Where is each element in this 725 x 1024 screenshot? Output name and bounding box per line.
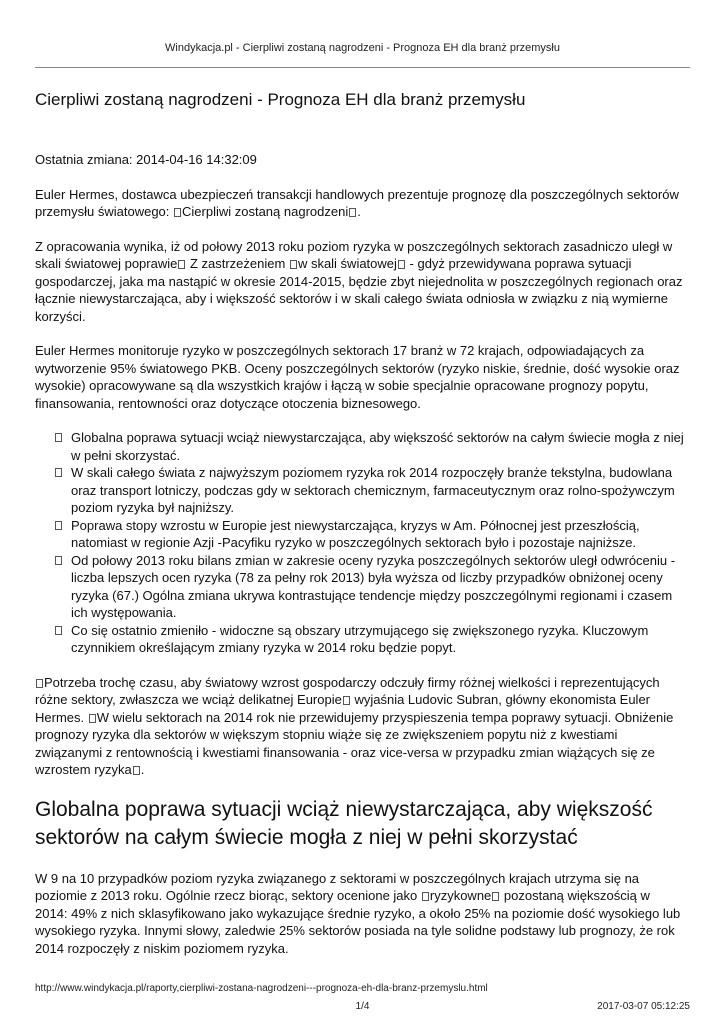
missing-glyph-icon [343,696,350,705]
list-item-text: W skali całego świata z najwyższym poziomem ryzyka rok 2014 rozpoczęły branże tekstylna, budowlana oraz transport lotniczy, podczas gdy w sektorach chemicznym, farmaceutycznym oraz rolno-spożywczym poziom ryzyka był najniższy. [71,465,675,515]
section-heading: Globalna poprawa sytuacji wciąż niewystarczająca, aby większość sektorów na całym świecie mogła z niej w pełni skorzystać [35,797,653,849]
list-item-text: Od połowy 2013 roku bilans zmian w zakresie oceny ryzyka poszczególnych sektorów uległ odwróceniu - liczba lepszych ocen ryzyka (78 za pełny rok 2013) była wyższa od liczby przypadków obniżonej oceny ryzyka (67.) Ogólna zmiana ukrywa kontrastujące tendencje między poszczególnymi regionami i czasem ich występowania. [71,552,676,620]
document-title: Cierpliwi zostaną nagrodzeni - Prognoza EH dla branż przemysłu [35,90,526,109]
para-4-text-a: Potrzeba trochę czasu, aby światowy wzrost gospodarczy odczuły firmy różnej wielkości i reprezentujących różne sektory, zwłaszcza we wciąż delikatnej Europie [35,674,660,707]
bullet-box-icon [55,556,62,565]
missing-glyph-icon [422,892,429,901]
intro-text: Euler Hermes, dostawca ubezpieczeń transakcji handlowych prezentuje prognozę dla poszczególnych sektorów przemysłu światowego: [35,186,679,219]
missing-glyph-icon [133,766,140,775]
paragraph-risk-levels [35,870,685,958]
para-4-text-d: . [140,762,145,777]
missing-glyph-icon [36,679,43,688]
page-number: 1/4 [355,1001,370,1012]
list-item [35,464,685,517]
intro-end: . [357,204,361,219]
print-timestamp: 2017-03-07 05:12:25 [597,1001,690,1012]
list-item [35,517,685,552]
header-divider [35,67,690,68]
missing-glyph-icon [349,208,356,217]
document-body [35,88,685,974]
para-2-text-c: w skali światowej [297,256,397,271]
para-5-text-a: W 9 na 10 przypadków poziom ryzyka związanego z sektorami w poszczególnych krajach utrzyma się na poziomie z 2013 roku. Ogólnie rzecz biorąc, sektory ocenione jako [35,870,640,903]
para-2-text-a: Z opracowania wynika, iż od połowy 2013 roku poziom ryzyka w poszczególnych sektorach zasadniczo uległ w skali światowej poprawie [35,238,673,271]
page-header-title: Windykacja.pl - Cierpliwi zostaną nagrodzeni - Prognoza EH dla branż przemysłu [165,42,560,54]
list-item [35,622,685,657]
missing-glyph-icon [178,260,185,269]
last-modified: Ostatnia zmiana: 2014-04-16 14:32:09 [35,152,257,167]
bullet-box-icon [55,433,62,442]
bullet-box-icon [55,468,62,477]
para-2-text-d: - gdyż przewidywana poprawa sytuacji gospodarczej, jaka ma nastąpić w okresie 2014-2015, będzie zbyt niejednolita w poszczególnych regionach oraz łącznie niewystarczająca, aby i większość sektorów i w skali całego świata odniosła w związku z nią wymierne korzyści. [35,256,683,324]
bullet-box-icon [55,626,62,635]
missing-glyph-icon [492,892,499,901]
list-item [35,429,685,464]
key-points-list [35,429,685,657]
para-5-text-c: pozostaną większością w 2014: 49% z nich sklasyfikowano jako wykazujące średnie ryzyko, a około 25% na poziomie dość wysokiego lub wysokiego ryzyka. Innymi słowy, zaledwie 25% sektorów posiada na tyle solidne podstawy lub prognozy, że rok 2014 rozpoczęły z niskim poziomem ryzyka. [35,888,681,956]
missing-glyph-icon [398,260,405,269]
list-item [35,552,685,622]
paragraph-quote [35,674,685,779]
paragraph-report-summary [35,238,685,326]
list-item-text: Poprawa stopy wzrostu w Europie jest niewystarczająca, kryzys w Am. Północnej jest przeszłością, natomiast w regionie Azji -Pacyfiku ryzyko w poszczególnych sektorach było i pozostaje najniższe. [71,517,640,550]
intro-quote: Cierpliwi zostaną nagrodzeni [182,204,349,219]
list-item-text: Globalna poprawa sytuacji wciąż niewystarczająca, aby większość sektorów na całym świecie mogła z niej w pełni skorzystać. [71,430,684,463]
missing-glyph-icon [174,208,181,217]
missing-glyph-icon [290,260,297,269]
para-5-text-b: ryzykowne [429,888,492,903]
list-item-text: Co się ostatnio zmieniło - widoczne są obszary utrzymującego się zwiększonego ryzyka. Kluczowym czynnikiem określającym zmiany ryzyka w 2014 roku będzie popyt. [71,622,649,655]
bullet-box-icon [55,521,62,530]
intro-paragraph [35,186,685,221]
footer-url: http://www.windykacja.pl/raporty,cierpliwi-zostana-nagrodzeni---prognoza-eh-dla-branz-przemyslu.html [35,983,488,994]
paragraph-monitoring: Euler Hermes monitoruje ryzyko w poszczególnych sektorach 17 branż w 72 krajach, odpowiadających za wytworzenie 95% światowego PKB. Oceny poszczególnych sektorów (ryzyko niskie, średnie, dość wysokie oraz wysokie) opracowywane są dla wszystkich krajów i łączą w sobie specjalnie opracowane prognozy popytu, finansowania, rentowności oraz dotyczące otoczenia biznesowego. [35,343,680,411]
missing-glyph-icon [89,714,96,723]
para-4-text-b: wyjaśnia Ludovic Subran, główny ekonomista Euler Hermes. [35,692,651,725]
para-4-text-c: W wielu sektorach na 2014 rok nie przewidujemy przyspieszenia tempa poprawy sytuacji. Obniżenie prognozy ryzyka dla sektorów w większym stopniu wiąże się ze zwiększeniem popytu niż z kwestiami związanymi z rentownością i kwestiami finansowania - oraz vice-versa w przypadku zmian wiążących się ze wzrostem ryzyka [35,709,674,777]
para-2-text-b: Z zastrzeżeniem [186,256,289,271]
